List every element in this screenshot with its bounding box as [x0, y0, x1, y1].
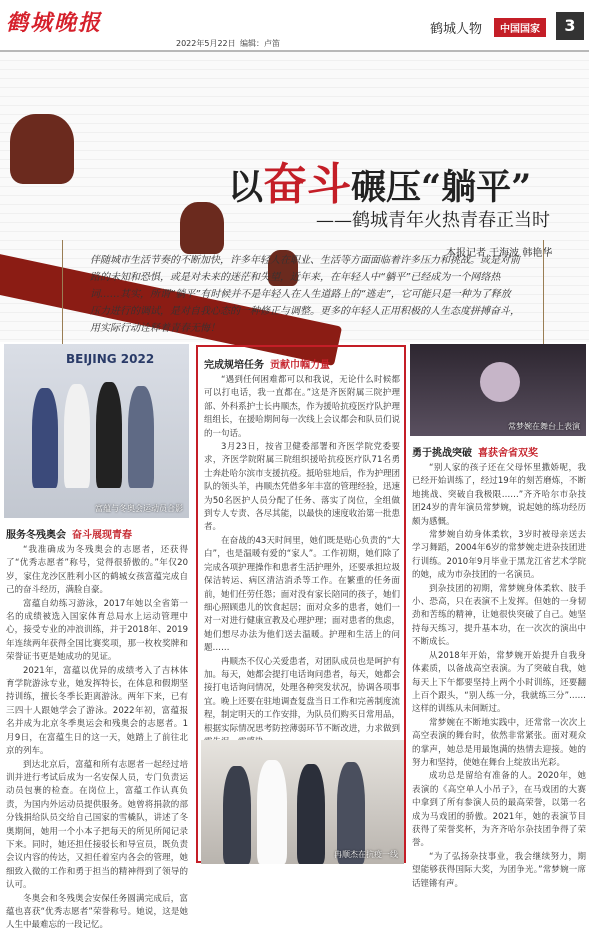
article-paragraph: 富蕴自幼练习游泳，2017年她以全省第一名的成绩被选入国家体育总局水上运动管理中心，接受专业的冲浪训练，并于2018年、2019年连续两年获得全国比赛奖项，那一枚枚奖牌和荣誉证书更是她成功的见证。: [6, 598, 188, 663]
photo-caption: 冉顺杰在抗疫一线: [334, 850, 398, 859]
article-paragraph: 从2018年开始，常梦婉开始提升自我身体素质，以备战高空表演。为了突破自我，她每天上下午都要坚持上两个小时训练，还要翻上百个跟头，“别人练一分，我就练三分”……这样的训练从未间断过。: [412, 650, 586, 715]
article-paragraph: “为了弘扬杂技事业，我会继续努力，期望能够获得国际大奖，为团争光。”常梦婉一席话铿锵有声。: [412, 851, 586, 889]
photo-caption: 富蕴与冬奥会运动员合影: [95, 504, 183, 513]
intro-paragraph: 伴随城市生活节奏的不断加快，许多年轻人在职业、生活等方面面临着许多压力和挑战。或是对前路的未知和恐惧，或是对未来的迷茫和失望，近年来，在年轻人中“躺平”已经成为一个网络热词……其实，所谓“躺平”有时候并不是年轻人在人生道路上的“逃走”，它可能只是一种为了释放压力进行的调试，是对自我心态的一种修正与调整。更多的年轻人正用积极的人生态度拼搏奋斗，用实际行动诠释着青春无悔！: [90, 255, 520, 334]
masthead: [0, 0, 589, 48]
right-article-body: [412, 462, 586, 889]
person-figure: [128, 386, 154, 488]
medical-team-photo: [201, 740, 404, 864]
headline-suffix: 碾压“躺平”: [351, 167, 532, 208]
acrobat-photo: [410, 344, 586, 436]
person-figure: [297, 764, 325, 864]
section-title: 鹤城人物: [430, 22, 483, 37]
column-badge: 中国国家: [494, 18, 546, 37]
article-paragraph: 冬奥会和冬残奥会安保任务圆满完成后，富蕴也喜获“优秀志愿者”荣誉称号。她说，这是她人生中最难忘的一段记忆。: [6, 893, 188, 931]
article-paragraph: 到杂技团的初期，常梦婉身体柔软、肢手小、恐高，只在表演不上发挥。但她的一身韧劲和苦练的精神，让她很快突破了自己。她坚持每天练习，提升基本功，在一次次的演出中不断成长。: [412, 583, 586, 648]
person-figure: [32, 388, 58, 488]
photo-caption: 常梦婉在舞台上表演: [508, 422, 580, 431]
left-subheading: 奋斗展现青春: [72, 530, 132, 541]
right-heading: 勇于挑战突破: [412, 448, 472, 459]
person-figure: [64, 384, 90, 488]
article-paragraph: “别人家的孩子还在父母怀里撒娇呢，我已经开始训练了，经过19年的刻苦磨炼，不断地挑战、突破自我极限……”齐齐哈尔市杂技团24岁的青年演员常梦婉，说起她的练功经历颇为感慨。: [412, 463, 586, 527]
article-paragraph: 常梦婉在不断地实践中，还常常一次次上高空表演的舞台时，依然非常紧张。面对观众的掌声，她总是用最饱满的热情去迎接。她的努力和坚持，使她在舞台上绽放出光彩。: [412, 717, 586, 768]
headline: [228, 148, 531, 212]
article-paragraph: 到达北京后，富蕴和所有志愿者一起经过培训并进行考试后成为一名安保人员，专门负责运动员包裹的检查。在岗位上，富蕴工作认真负责，为国内外运动员提供服务。她曾将捐款的部分钱捐给队员交给自己国家的雪橇队，讲述了冬奥期间，她用一个小本子把每天的所见所闻记录下来。同时，她还担任接驳长和导宣员，既负责会议内容的传达，又担任着室内各会的管理，她细致入微的工作和勇于担当的精神得到了领导的认可。: [6, 759, 188, 891]
article-paragraph: 成功总是留给有准备的人。2020年，她表演的《高空单人小吊子》，在马戏团的大赛中拿到了所有参演人员的最高荣誉，以第一名成为马戏团的骄傲。2021年，她的表演节目获得了荣誉奖杯，为齐齐哈尔杂技团争得了荣誉。: [412, 771, 586, 849]
article-paragraph: “遇到任何困难都可以和我说，无论什么时候都可以打电话，我一直都在。”这是齐医附属三院护理部、外科系护士长冉顺杰，作为援哈抗疫医疗队护理组组长，在援哈期间每一次线上会议都会和队员们说的一句话。: [204, 375, 400, 439]
right-section-heading: [412, 444, 538, 459]
headline-prefix: 以: [228, 167, 264, 208]
byline: 本报记者 于海波 韩艳华: [446, 248, 553, 259]
left-section-heading: [6, 526, 132, 541]
person-figure: [96, 382, 122, 488]
center-subheading: 贡献巾帼力量: [270, 360, 330, 371]
runner-figure: [10, 114, 74, 184]
left-article-body: [6, 544, 188, 931]
newspaper-logo: 鹤城晚报: [6, 10, 103, 36]
editor-credit: 编辑：卢笛: [240, 39, 280, 48]
left-heading: 服务冬残奥会: [6, 530, 66, 541]
article-paragraph: “我准确成为冬残奥会的志愿者，还获得了“优秀志愿者”称号，觉得很骄傲的。”年仅20岁，家住龙沙区胜利小区的鹤城女孩富蕴完成自己的奋斗经历，满脸自豪。: [6, 545, 188, 596]
issue-date: 2022年5月22日: [176, 39, 236, 48]
center-article-body: [204, 374, 400, 734]
center-section-heading: [204, 356, 330, 371]
photo-banner-text: BEIJING 2022: [66, 352, 155, 366]
article-paragraph: 冉顺杰不仅心关爱患者，对团队成员也是呵护有加。每天，她都会提打电话询问患者，每天，她都会接打电话询问情况，处理各种突发状况，协调各项事宜。晚上还要在驻地调查复盘当日工作和完善制度流程，制定明天的工作安排，为队员们购买日常用品，根据实际情况思考防控薄弱环节不断改进，力求做到: [204, 656, 400, 734]
person-figure: [223, 766, 251, 864]
headline-highlight: 奋斗: [263, 159, 352, 210]
right-subheading: 喜获舍省双奖: [478, 448, 538, 459]
center-heading: 完成规培任务: [204, 360, 264, 371]
person-figure: [257, 760, 287, 864]
headline-subtitle: ——鹤城青年火热青春正当时: [316, 210, 550, 231]
article-paragraph: 3月23日，按省卫健委部署和齐医学院党委要求，齐医学院附属三院组织援哈抗疫医疗队71名勇士奔赴哈尔滨市支援抗疫。抵哈驻地后，作为护理团队的领头羊，冉顺杰凭借多年丰富的管理经验，迅速为50名医护人员分配了任务、落实了岗位，全组做到专人专责、各尽其能，以最快的速度收治第一批患者。: [204, 442, 400, 533]
article-paragraph: 在奋战的43天时间里，她们既是贴心负责的“大白”，也是温暖有爱的“家人”。工作初期，她们除了完成各项护理操作和患者生活护理外，还要承担垃圾保洁转运、病区清洁消杀等工作。在繁重的任务面前，她们任劳任怨；面对没有家长陪同的孩子，她们细心照顾患儿的饮食起居；面对众多的患者，她们一对一对进行健康宣教及心理护理；面对患者的焦虑，她们想尽办法为他们送去温暖。护理和生活上的问题……: [204, 535, 400, 654]
volunteer-photo: [4, 344, 189, 518]
article-paragraph: 常梦婉自幼身体柔软，3岁时被母亲送去学习舞蹈，2004年6岁的常梦婉走进杂技团进行训练。2010年9月毕业于黑龙江省艺术学院的她，成为市杂技团的一名演员。: [412, 530, 586, 581]
page-number: 3: [556, 12, 584, 40]
performer-figure: [480, 362, 520, 402]
article-paragraph: 2021年，富蕴以优异的成绩考入了吉林体育学院游泳专业，她发挥特长，在体息和假期坚持训练，擅长冬季长距离游泳。两年下来，已有三四十人跟她学会了游泳。2022年初，富蕴报名并成为北京冬季奥运会和残奥会的志愿者。1月9日，在富蕴生日的这一天，她踏上了前往北京的列车。: [6, 665, 188, 757]
